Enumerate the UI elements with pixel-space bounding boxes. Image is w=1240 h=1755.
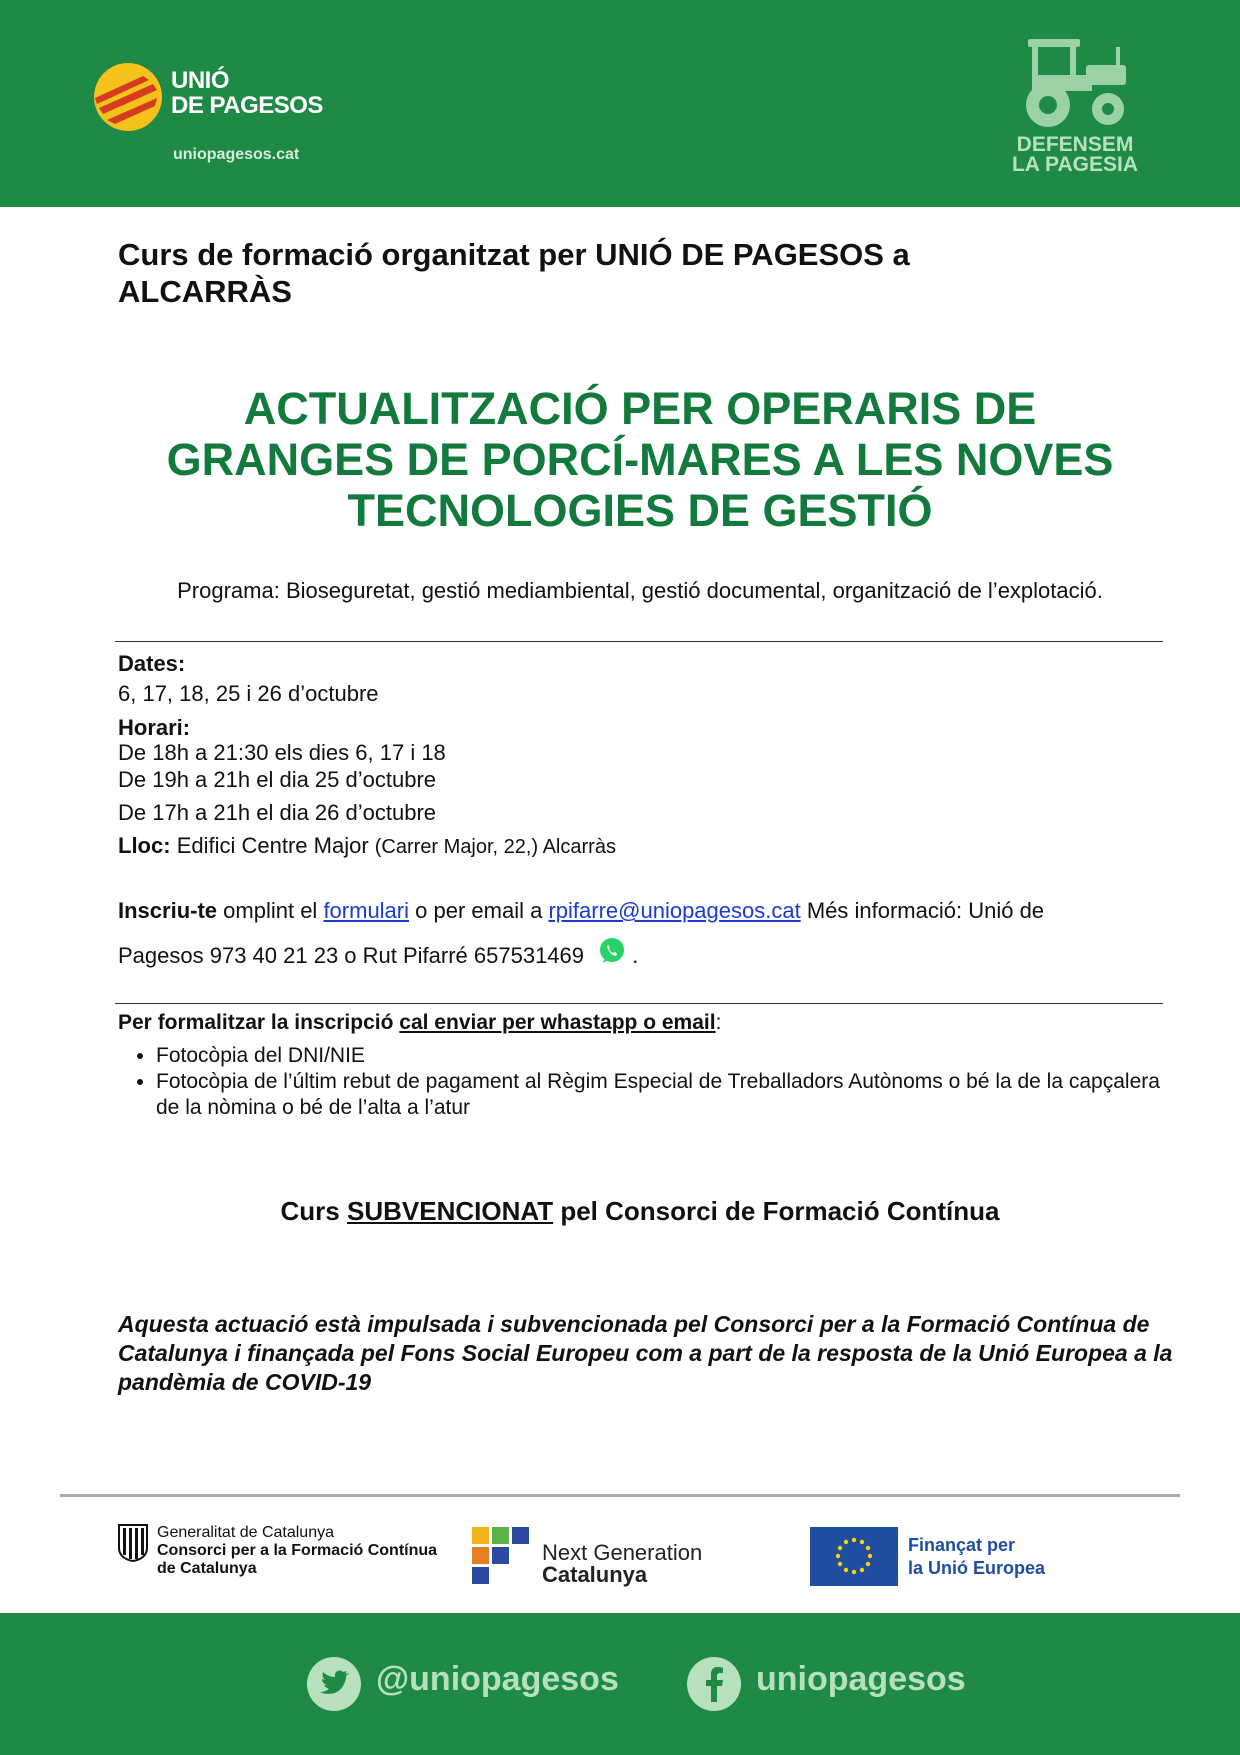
formalize-instruction: cal enviar per whastapp o email bbox=[399, 1011, 716, 1034]
location-address: (Carrer Major, 22,) Alcarràs bbox=[374, 836, 616, 858]
generalitat-text bbox=[157, 1524, 437, 1578]
nextgen-line-2: Catalunya bbox=[542, 1562, 648, 1587]
schedule-label: Horari: bbox=[118, 715, 191, 740]
title-line-2: GRANGES DE PORCÍ-MARES A LES NOVES bbox=[166, 434, 1114, 485]
divider-middle bbox=[115, 1003, 1163, 1004]
twitter-link[interactable] bbox=[306, 1656, 619, 1716]
eu-funding-logo bbox=[810, 1527, 1070, 1587]
twitter-handle: @uniopagesos bbox=[376, 1660, 619, 1698]
subsidy-pre: Curs bbox=[280, 1196, 340, 1226]
whatsapp-icon[interactable] bbox=[598, 937, 626, 965]
logo-line-1: UNIÓ bbox=[171, 67, 229, 94]
contact-text: Pagesos 973 40 21 23 o Rut Pifarré 657531469 bbox=[118, 943, 585, 968]
twitter-icon bbox=[306, 1656, 362, 1712]
signup-text: omplint el bbox=[223, 898, 318, 923]
form-link[interactable]: formulari bbox=[323, 898, 410, 923]
signup-line-1 bbox=[118, 898, 1044, 924]
eu-line-2: la Unió Europea bbox=[908, 1558, 1046, 1578]
facebook-link[interactable] bbox=[686, 1656, 966, 1716]
schedule-line: De 19h a 21h el dia 25 d’octubre bbox=[118, 767, 437, 792]
list-item: • Fotocòpia de l’últim rebut de pagament al Règim Especial de Treballadors Autònoms o bé la de la capçalera de la nòmina o bé de l’alta a l’atur bbox=[156, 1069, 1168, 1121]
more-info-text: Més informació: Unió de bbox=[806, 898, 1045, 923]
formalize-colon: : bbox=[715, 1011, 722, 1034]
program-description: Programa: Bioseguretat, gestió mediambiental, gestió documental, organització de l’explotació. bbox=[177, 578, 1103, 603]
dates-value: 6, 17, 18, 25 i 26 d’octubre bbox=[118, 681, 379, 706]
subsidy-highlight: SUBVENCIONAT bbox=[347, 1196, 554, 1226]
footer-band bbox=[0, 1613, 1240, 1755]
footer-divider bbox=[60, 1494, 1180, 1497]
generalitat-logo bbox=[118, 1520, 478, 1580]
facebook-handle: uniopagesos bbox=[756, 1660, 966, 1698]
location-place: Edifici Centre Major bbox=[176, 833, 369, 858]
title-line-3: TECNOLOGIES DE GESTIÓ bbox=[347, 485, 933, 536]
slogan-line-1: DEFENSEM bbox=[1016, 133, 1134, 156]
schedule-line: De 17h a 21h el dia 26 d’octubre bbox=[118, 800, 437, 825]
divider-top bbox=[115, 641, 1163, 642]
nextgen-line-1: Next Generation bbox=[542, 1540, 703, 1565]
formalize-label: Per formalitzar la inscripció bbox=[118, 1011, 394, 1034]
gencat-line-1: Generalitat de Catalunya bbox=[157, 1524, 334, 1541]
location-label: Lloc: bbox=[118, 833, 171, 858]
course-organizer-heading: Curs de formació organitzat per UNIÓ DE PAGESOS a ALCARRÀS bbox=[118, 237, 910, 309]
email-link[interactable]: rpifarre@uniopagesos.cat bbox=[548, 898, 801, 923]
list-item: • Fotocòpia del DNI/NIE bbox=[156, 1043, 1168, 1069]
logo-line-2: DE PAGESOS bbox=[171, 92, 323, 119]
sun-logo-icon bbox=[93, 62, 163, 132]
slogan bbox=[990, 135, 1160, 175]
formalize-heading bbox=[118, 1011, 721, 1035]
next-generation-logo bbox=[470, 1525, 730, 1590]
dates-label: Dates: bbox=[118, 651, 186, 676]
title-line-1: ACTUALITZACIÓ PER OPERARIS DE bbox=[243, 383, 1037, 434]
requirements-list bbox=[118, 1043, 1168, 1121]
next-generation-text bbox=[542, 1542, 702, 1586]
facebook-icon bbox=[686, 1656, 742, 1712]
contact-end: . bbox=[632, 943, 639, 968]
slogan-line-2: LA PAGESIA bbox=[1011, 153, 1138, 176]
signup-label: Inscriu-te bbox=[118, 898, 218, 923]
signup-text: o per email a bbox=[415, 898, 543, 923]
unio-de-pagesos-logo[interactable] bbox=[93, 62, 353, 172]
eu-flag-icon bbox=[810, 1527, 898, 1586]
subsidy-line bbox=[118, 1196, 1162, 1227]
schedule-line: De 18h a 21:30 els dies 6, 17 i 18 bbox=[118, 740, 446, 765]
subsidy-post: pel Consorci de Formació Contínua bbox=[560, 1196, 1000, 1226]
gencat-line-2: Consorci per a la Formació Contínua bbox=[157, 1542, 438, 1559]
defensem-la-pagesia-badge bbox=[990, 35, 1160, 180]
logo-name bbox=[171, 68, 323, 118]
location bbox=[118, 833, 616, 859]
eu-line-1: Finançat per bbox=[908, 1535, 1016, 1555]
generalitat-emblem-icon bbox=[118, 1524, 148, 1562]
tractor-icon bbox=[1006, 35, 1146, 130]
gencat-line-3: de Catalunya bbox=[157, 1560, 257, 1577]
next-generation-squares-icon bbox=[470, 1525, 532, 1587]
funding-statement: Aquesta actuació està impulsada i subvencionada pel Consorci per a la Formació Contínua de Catalunya i finançada pel Fons Social Europeu com a part de la resposta de la Unió Europea a la pandèmia de COVID-19 bbox=[118, 1311, 1173, 1395]
logo-url[interactable]: uniopagesos.cat bbox=[173, 146, 300, 163]
signup-line-2 bbox=[118, 937, 638, 969]
course-title bbox=[118, 383, 1162, 536]
eu-funding-text bbox=[908, 1534, 1045, 1580]
